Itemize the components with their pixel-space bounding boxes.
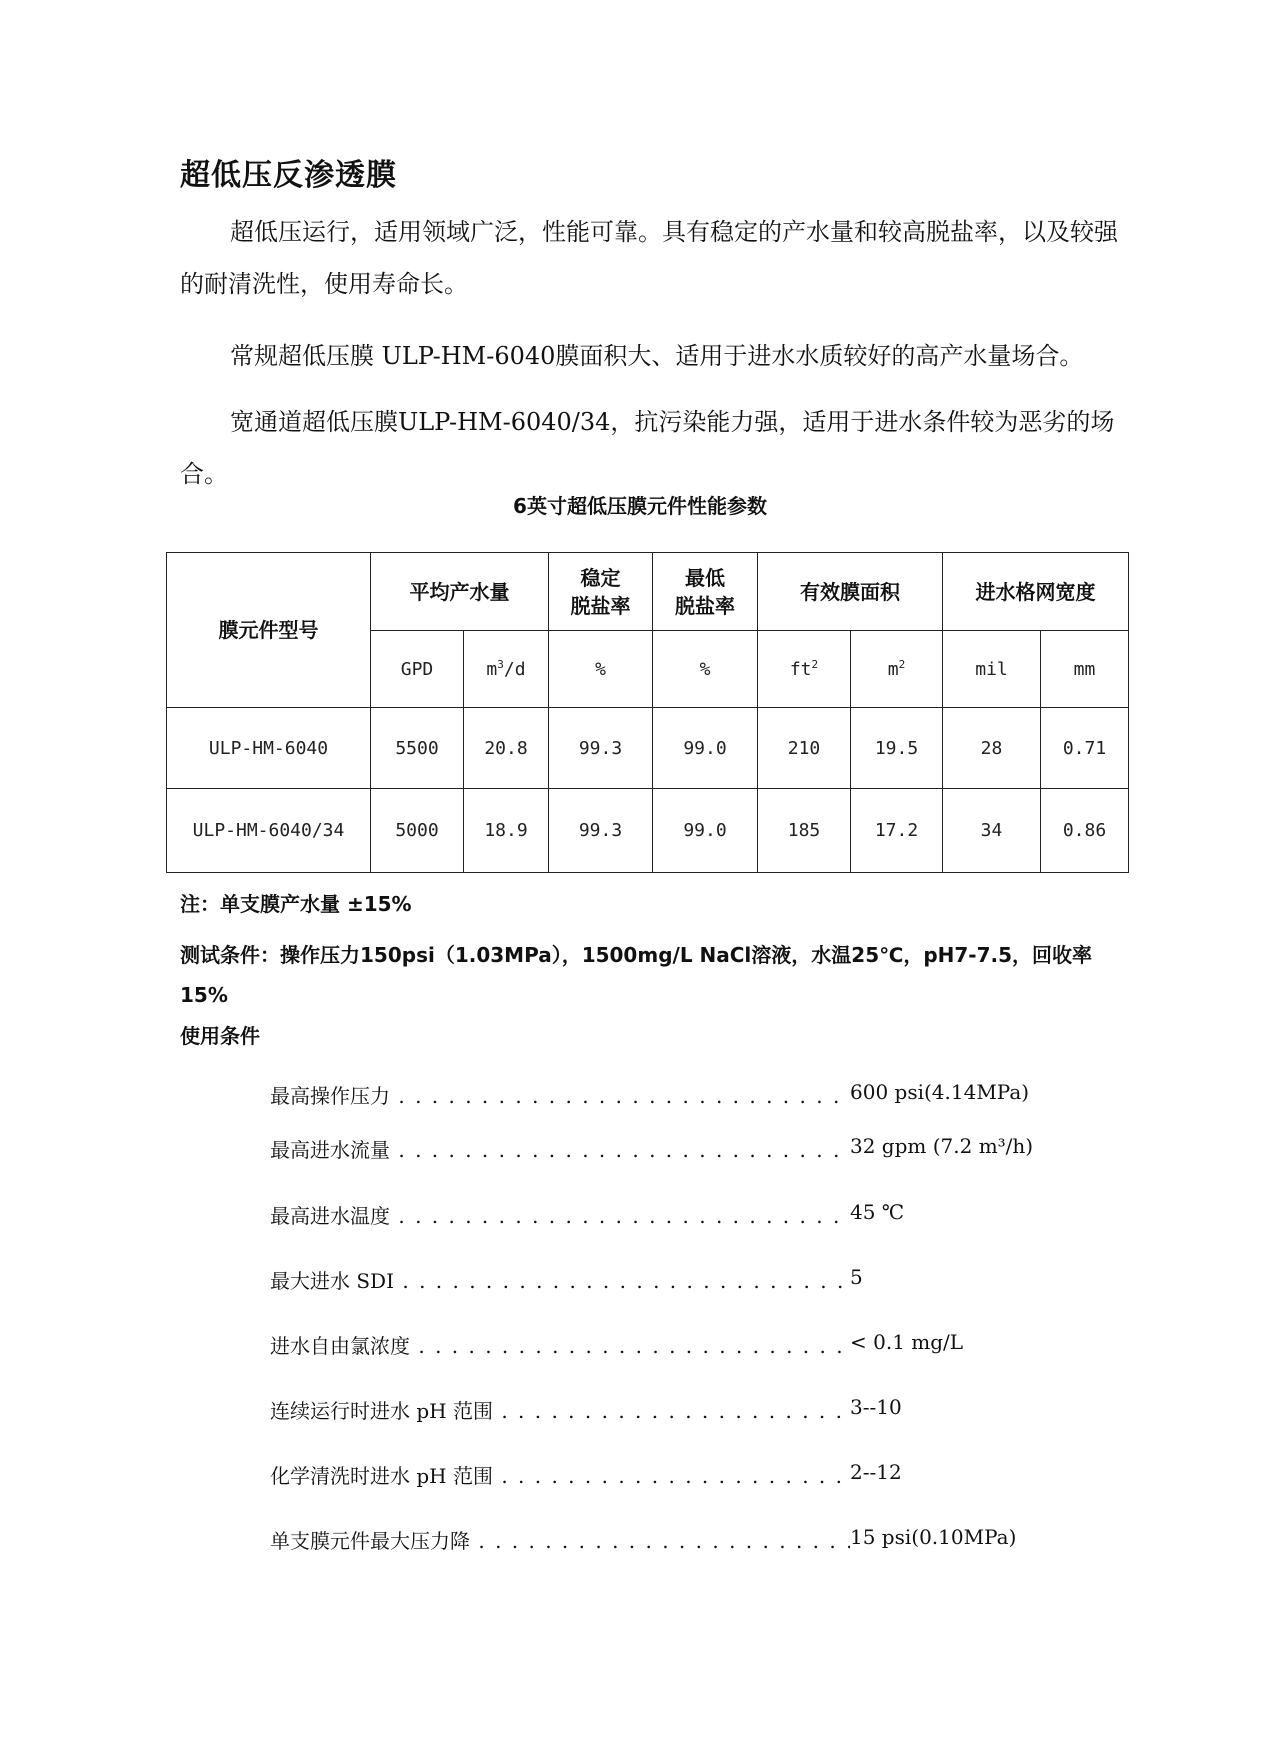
condition-value: 45 ℃: [850, 1200, 905, 1224]
list-item: [270, 1134, 1090, 1174]
header-avg-output: 平均产水量: [371, 553, 549, 631]
cell-stable: 99.3: [549, 708, 653, 789]
list-item: [270, 1265, 1090, 1305]
condition-label: 连续运行时进水 pH 范围 . . .: [270, 1395, 850, 1424]
condition-value: 32 gpm (7.2 m³/h): [850, 1134, 1034, 1158]
header-stable-rejection: [549, 553, 653, 631]
condition-label: 化学清洗时进水 pH 范围 . . .: [270, 1460, 850, 1489]
condition-value: < 0.1 mg/L: [850, 1330, 964, 1354]
unit-mm: mm: [1041, 631, 1129, 708]
cell-m3d: 18.9: [464, 789, 549, 873]
cell-min: 99.0: [653, 708, 758, 789]
condition-value: 600 psi(4.14MPa): [850, 1080, 1030, 1104]
cell-m3d: 20.8: [464, 708, 549, 789]
unit-mil: mil: [943, 631, 1041, 708]
header-stable-rejection-line1: 稳定: [580, 565, 621, 590]
cell-stable: 99.3: [549, 789, 653, 873]
condition-label: 最高进水流量 . . .: [270, 1134, 850, 1163]
unit-ft2: [758, 631, 851, 708]
cell-gpd: 5000: [371, 789, 464, 873]
cell-mm: 0.71: [1041, 708, 1129, 789]
condition-label: 最大进水 SDI . . .: [270, 1265, 850, 1294]
condition-label: 单支膜元件最大压力降 . . .: [270, 1525, 850, 1554]
test-conditions-note: 测试条件：操作压力150psi（1.03MPa），1500mg/L NaCl溶液，水温25℃，pH7-7.5，回收率15%: [180, 943, 1093, 1007]
list-item: [270, 1080, 1090, 1120]
unit-gpd: GPD: [371, 631, 464, 708]
header-min-rejection-line1: 最低: [685, 565, 725, 590]
standard-membrane-paragraph: 常规超低压膜 ULP-HM-6040膜面积大、适用于进水水质较好的高产水量场合。: [230, 342, 1084, 370]
header-min-rejection: [653, 553, 758, 631]
performance-table: [166, 552, 1129, 873]
cell-model: ULP-HM-6040: [167, 708, 371, 789]
condition-value: 2--12: [850, 1460, 902, 1484]
table-row: [167, 708, 1129, 789]
condition-label: 最高操作压力 . . .: [270, 1080, 850, 1109]
cell-gpd: 5500: [371, 708, 464, 789]
header-membrane-area: 有效膜面积: [758, 553, 943, 631]
intro-paragraph: 超低压运行，适用领域广泛，性能可靠。具有稳定的产水量和较高脱盐率，以及较强的耐清洗性，使用寿命长。: [180, 218, 1118, 298]
unit-m2: [851, 631, 943, 708]
usage-conditions-heading: 使用条件: [180, 1024, 260, 1048]
header-stable-rejection-line2: 脱盐率: [570, 593, 631, 618]
table-header-row: [167, 553, 1129, 631]
cell-ft2: 185: [758, 789, 851, 873]
condition-label: 最高进水温度 . . .: [270, 1200, 850, 1229]
cell-m2: 19.5: [851, 708, 943, 789]
list-item: [270, 1395, 1090, 1435]
list-item: [270, 1330, 1090, 1370]
unit-m3d: [464, 631, 549, 708]
header-min-rejection-line2: 脱盐率: [675, 593, 735, 618]
condition-value: 5: [850, 1265, 863, 1289]
unit-ft2-sup: 2: [811, 658, 819, 671]
condition-value: 3--10: [850, 1395, 902, 1419]
unit-stable-percent: %: [549, 631, 653, 708]
cell-ft2: 210: [758, 708, 851, 789]
cell-mm: 0.86: [1041, 789, 1129, 873]
unit-m3d-sup: 3: [497, 658, 504, 671]
table-title: 6英寸超低压膜元件性能参数: [513, 494, 767, 518]
cell-mil: 28: [943, 708, 1041, 789]
cell-min: 99.0: [653, 789, 758, 873]
cell-model: ULP-HM-6040/34: [167, 789, 371, 873]
list-item: [270, 1460, 1090, 1500]
unit-m2-base: m: [887, 659, 899, 680]
unit-min-percent: %: [653, 631, 758, 708]
unit-m2-sup: 2: [898, 658, 906, 671]
unit-m3d-base: m: [486, 659, 498, 680]
unit-ft2-base: ft: [789, 659, 812, 680]
list-item: [270, 1200, 1090, 1240]
table-row: [167, 789, 1129, 873]
header-model: 膜元件型号: [167, 553, 371, 708]
cell-mil: 34: [943, 789, 1041, 873]
unit-m3d-tail: /d: [503, 659, 526, 680]
condition-value: 15 psi(0.10MPa): [850, 1525, 1017, 1549]
page-title: 超低压反渗透膜: [180, 158, 397, 193]
wide-channel-membrane-paragraph: 宽通道超低压膜ULP-HM-6040/34，抗污染能力强，适用于进水条件较为恶劣的场合。: [180, 408, 1115, 488]
condition-label: 进水自由氯浓度 . . .: [270, 1330, 850, 1359]
output-tolerance-note: 注：单支膜产水量 ±15%: [180, 892, 412, 916]
list-item: [270, 1525, 1090, 1565]
header-spacer-width: 进水格网宽度: [943, 553, 1129, 631]
cell-m2: 17.2: [851, 789, 943, 873]
